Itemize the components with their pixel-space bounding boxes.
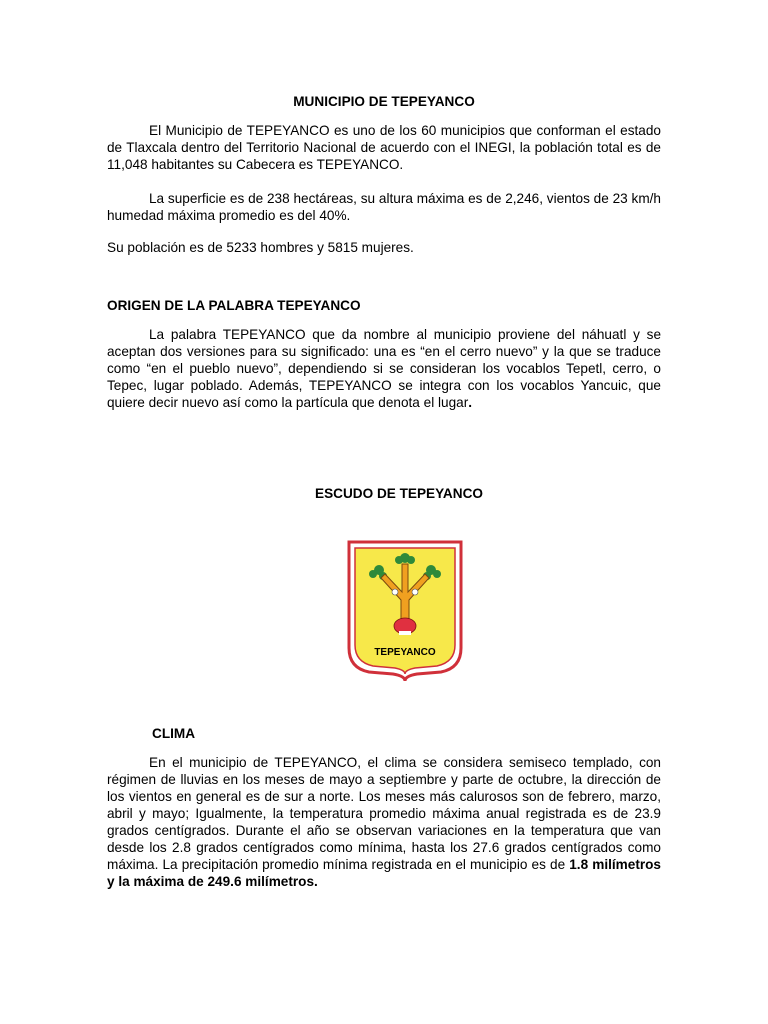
intro-paragraph-2: La superficie es de 238 hectáreas, su altura máxima es de 2,246, vientos de 23 km/h humedad máxima promedio es del 40%. [107, 191, 661, 223]
coat-of-arms-shield [347, 540, 463, 682]
clima-bold-text: 1.8 milímetros y la máxima de 249.6 milímetros. [107, 857, 661, 889]
clima-text: En el municipio de TEPEYANCO, el clima se considera semiseco templado, con régimen de lluvias en los meses de mayo a septiembre y parte de octubre, la dirección de los vientos en general es de sur a norte. Los meses más calurosos son de febrero, marzo, abril y mayo; Igualmente, la temperatura promedio máxima anual registrada es de 23.9 grados centígrados. Durante el año se observan variaciones en la temperatura que van desde los 2.8 grados centígrados como mínima, hasta los 27.6 grados centígrados como máxima. La precipitación promedio mínima registrada en el municipio es de [107, 755, 661, 872]
origen-paragraph [107, 326, 661, 411]
origen-text: La palabra TEPEYANCO que da nombre al municipio proviene del náhuatl y se aceptan dos versiones para su significado: una es “en el cerro nuevo” y la que se traduce como “en el pueblo nuevo”, dependiendo si se consideran los vocablos Tepetl, cerro, o Tepec, lugar poblado. Además, TEPEYANCO se integra con los vocablos Yancuic, que quiere decir nuevo así como la partícula que denota el lugar [107, 327, 661, 410]
page-title: MUNICIPIO DE TEPEYANCO [293, 94, 475, 109]
origen-end-mark: . [468, 395, 472, 410]
origen-heading: ORIGEN DE LA PALABRA TEPEYANCO [107, 298, 361, 313]
intro-paragraph-1: El Municipio de TEPEYANCO es uno de los 60 municipios que conforman el estado de Tlaxcala dentro del Territorio Nacional de acuerdo con el INEGI, la población total es de 11,048 habitantes su Cabecera es TEPEYANCO. [107, 123, 661, 172]
escudo-heading: ESCUDO DE TEPEYANCO [315, 486, 483, 501]
clima-heading: CLIMA [152, 726, 196, 741]
intro-paragraph-3: Su población es de 5233 hombres y 5815 mujeres. [107, 240, 414, 255]
shield-label: TEPEYANCO [374, 647, 436, 658]
clima-paragraph [107, 754, 661, 890]
